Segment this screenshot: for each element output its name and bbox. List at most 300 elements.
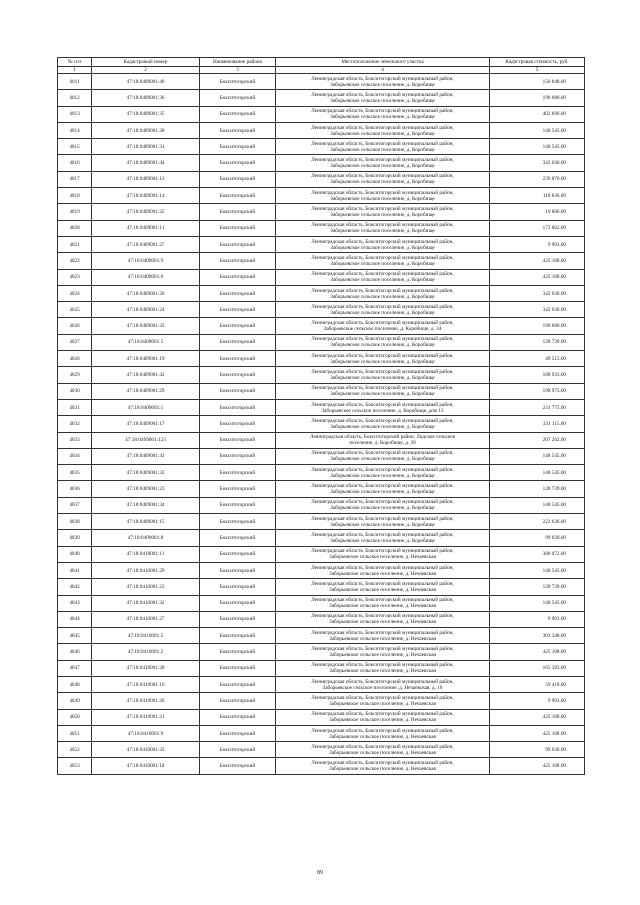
cadastral-number: 47:18:0409001:44 — [92, 155, 200, 171]
location-cell — [276, 448, 490, 464]
row-number: 4024 — [58, 285, 92, 301]
location-line-2: Заборьевское сельское поселение, д. Коробище — [330, 277, 435, 284]
cadastral-number: 47:18:0409001:17 — [92, 416, 200, 432]
district-name: Бокситогорский — [200, 188, 276, 204]
cadastral-value: 128 739.00 — [490, 334, 585, 350]
row-number: 4012 — [58, 90, 92, 106]
district-name: Бокситогорский — [200, 693, 276, 709]
cadastral-value: 99 030.00 — [490, 530, 585, 546]
location-line-2: Заборьевское сельское поселение, д. Коробище — [330, 146, 435, 153]
cadastral-number: 47:18:0409001:6 — [92, 269, 200, 285]
cadastral-number: 47:18:0410001:16 — [92, 676, 200, 692]
cadastral-number: 47:18:0410001:29 — [92, 562, 200, 578]
location-cell — [276, 579, 490, 595]
location-cell — [276, 220, 490, 236]
row-number: 4013 — [58, 106, 92, 122]
cadastral-number: 47:18:0409001:27 — [92, 236, 200, 252]
location-line-1: Ленинградская область, Бокситогорский муниципальный район, — [311, 531, 454, 538]
location-cell — [276, 497, 490, 513]
location-line-1: Ленинградская область, Бокситогорский муниципальный район, — [311, 352, 454, 359]
column-number: 5 — [490, 67, 585, 74]
location-cell — [276, 676, 490, 692]
district-name: Бокситогорский — [200, 758, 276, 774]
cadastral-number: 47:18:0409001:13 — [92, 171, 200, 187]
location-line-2: Заборьевское сельское поселение, д. Коробище — [330, 163, 435, 170]
location-line-1: Ленинградская область, Бокситогорский муниципальный район, — [311, 662, 454, 669]
table-row — [58, 448, 585, 464]
row-number: 4045 — [58, 628, 92, 644]
cadastral-number: 47:18:0409001:8 — [92, 530, 200, 546]
location-line-2: Заборьевское сельское поселение, д. Коробище, дом 13 — [321, 407, 444, 414]
cadastral-value: 148 545.00 — [490, 595, 585, 611]
cadastral-value: 342 030.00 — [490, 155, 585, 171]
district-name: Бокситогорский — [200, 106, 276, 122]
cadastral-value: 425 108.00 — [490, 644, 585, 660]
location-cell — [276, 481, 490, 497]
location-line-1: Ленинградская область, Бокситогорский муниципальный район, — [311, 271, 454, 278]
row-number: 4011 — [58, 74, 92, 90]
district-name: Бокситогорский — [200, 399, 276, 415]
row-number: 4050 — [58, 709, 92, 725]
table-row — [58, 188, 585, 204]
cadastral-number: 47:18:0409001:28 — [92, 122, 200, 138]
location-line-1: Ленинградская область, Бокситогорский муниципальный район, — [311, 548, 454, 555]
location-line-2: Заборьевское сельское поселение, д. Коробище — [330, 179, 435, 186]
document-sheet — [57, 57, 584, 775]
district-name: Бокситогорский — [200, 660, 276, 676]
district-name: Бокситогорский — [200, 628, 276, 644]
location-cell — [276, 725, 490, 741]
location-line-1: Ленинградская область, Бокситогорский муниципальный район, — [311, 711, 454, 718]
location-line-1: Ленинградская область, Бокситогорский муниципальный район, — [311, 189, 454, 196]
location-line-1: Ленинградская область, Бокситогорский муниципальный район, — [311, 368, 454, 375]
location-cell — [276, 74, 490, 90]
location-line-2: Заборьевское сельское поселение, д. Нечаевская — [329, 586, 436, 593]
cadastral-number: 47:18:0409001:11 — [92, 220, 200, 236]
cadastral-number: 47:18:0409001:5 — [92, 334, 200, 350]
row-number: 4051 — [58, 725, 92, 741]
location-line-1: Ленинградская область, Бокситогорский муниципальный район, — [311, 320, 454, 327]
location-line-2: Заборьевское сельское поселение, д. Коробище — [330, 309, 435, 316]
row-number: 4031 — [58, 399, 92, 415]
cadastral-value: 231 775.00 — [490, 399, 585, 415]
location-line-2: Заборьевское сельское поселение, д. Коробище — [330, 212, 435, 219]
location-cell — [276, 562, 490, 578]
row-number: 4014 — [58, 122, 92, 138]
location-line-2: Заборьевское сельское поселение, д. Коробище — [330, 195, 435, 202]
cadastral-value: 173 862.00 — [490, 220, 585, 236]
row-number: 4026 — [58, 318, 92, 334]
row-number: 4042 — [58, 579, 92, 595]
cadastral-number: 47:18:0409001:42 — [92, 367, 200, 383]
district-name: Бокситогорский — [200, 139, 276, 155]
location-line-1: Ленинградская область, Бокситогорский муниципальный район, — [311, 694, 454, 701]
header-district-name: Наименование района — [200, 58, 276, 67]
location-line-1: Ленинградская область, Бокситогорский муниципальный район, — [311, 483, 454, 490]
header-cadastral-value: Кадастровая стоимость, руб. — [490, 58, 585, 67]
location-cell — [276, 644, 490, 660]
cadastral-value: 148 545.00 — [490, 465, 585, 481]
table-body — [58, 74, 585, 775]
table-row — [58, 693, 585, 709]
location-cell — [276, 90, 490, 106]
location-cell — [276, 171, 490, 187]
table-row — [58, 74, 585, 90]
location-line-1: Ленинградская область, Бокситогорский муниципальный район, — [311, 140, 454, 147]
table-row — [58, 562, 585, 578]
cadastral-number: 47:18:0409001:14 — [92, 188, 200, 204]
district-name: Бокситогорский — [200, 416, 276, 432]
location-line-2: Заборьевское сельское поселение, д. Коробище — [330, 260, 435, 267]
cadastral-number: 47:18:0409001:15 — [92, 514, 200, 530]
location-line-1: Ленинградская область, Бокситогорский муниципальный район, — [311, 629, 454, 636]
location-line-1: Ленинградская область, Бокситогорский муниципальный район, — [311, 287, 454, 294]
cadastral-value: 380 072.00 — [490, 546, 585, 562]
cadastral-value: 303 348.00 — [490, 628, 585, 644]
location-cell — [276, 399, 490, 415]
location-line-2: Заборьевское сельское поселение, д. Коробище — [330, 244, 435, 251]
cadastral-number: 47:18:0409001:23 — [92, 481, 200, 497]
location-line-2: Заборьевское сельское поселение, д. Коробище — [330, 228, 435, 235]
location-cell — [276, 465, 490, 481]
cadastral-value: 425 108.00 — [490, 725, 585, 741]
row-number: 4029 — [58, 367, 92, 383]
cadastral-value: 425 108.00 — [490, 269, 585, 285]
location-line-1: Ленинградская область, Бокситогорский муниципальный район, — [311, 222, 454, 229]
location-line-2: Заборьевское сельское поселение, д. Коробище — [330, 472, 435, 479]
location-cell — [276, 106, 490, 122]
cadastral-number: 47:18:0409001:24 — [92, 302, 200, 318]
cadastral-value: 331 115.00 — [490, 416, 585, 432]
location-cell — [276, 367, 490, 383]
district-name: Бокситогорский — [200, 367, 276, 383]
location-cell — [276, 693, 490, 709]
table-row — [58, 367, 585, 383]
cadastral-number: 47:18:0409001:1 — [92, 399, 200, 415]
cadastral-number: 47:18:0409001:40 — [92, 74, 200, 90]
row-number: 4025 — [58, 302, 92, 318]
cadastral-number: 47:18:0409001:9 — [92, 253, 200, 269]
district-name: Бокситогорский — [200, 122, 276, 138]
cadastral-number: 47:18:0410001:23 — [92, 579, 200, 595]
location-line-2: Заборьевское сельское поселение, д. Коробище — [330, 374, 435, 381]
location-line-2: Заборьевское сельское поселение, д. Нечаевская — [329, 749, 436, 756]
location-line-1: Ленинградская область, Бокситогорский муниципальный район, — [311, 760, 454, 767]
location-line-2: Заборьевское сельское поселение, д. Коробище — [330, 489, 435, 496]
row-number: 4040 — [58, 546, 92, 562]
cadastral-number: 47:18:0409001:19 — [92, 351, 200, 367]
row-number: 4048 — [58, 676, 92, 692]
location-line-1: Ленинградская область, Бокситогорский муниципальный район, — [311, 580, 454, 587]
location-cell — [276, 758, 490, 774]
location-line-1: Ленинградская область, Бокситогорский муниципальный район, — [311, 173, 454, 180]
table-row — [58, 351, 585, 367]
row-number: 4047 — [58, 660, 92, 676]
district-name: Бокситогорский — [200, 155, 276, 171]
column-number-row — [58, 67, 585, 74]
location-line-1: Ленинградская область, Бокситогорский муниципальный район, — [311, 597, 454, 604]
row-number: 4052 — [58, 742, 92, 758]
location-cell — [276, 546, 490, 562]
table-row — [58, 497, 585, 513]
location-line-1: Ленинградская область, Бокситогорский муниципальный район, — [311, 466, 454, 473]
location-cell — [276, 595, 490, 611]
location-cell — [276, 432, 490, 448]
location-cell — [276, 318, 490, 334]
location-line-2: Заборьевское сельское поселение, д. Коробище — [330, 293, 435, 300]
location-line-2: Заборьевское сельское поселение, д. Нечаевская — [329, 603, 436, 610]
location-cell — [276, 351, 490, 367]
district-name: Бокситогорский — [200, 448, 276, 464]
table-row — [58, 253, 585, 269]
location-cell — [276, 188, 490, 204]
row-number: 4018 — [58, 188, 92, 204]
table-row — [58, 595, 585, 611]
location-line-1: Ленинградская область, Бокситогорский муниципальный район, — [311, 206, 454, 213]
table-row — [58, 579, 585, 595]
location-cell — [276, 628, 490, 644]
location-cell — [276, 742, 490, 758]
cadastral-value: 59 418.00 — [490, 676, 585, 692]
cadastral-value: 99 030.00 — [490, 742, 585, 758]
row-number: 4046 — [58, 644, 92, 660]
location-line-1: Ленинградская область, Бокситогорский муниципальный район, — [311, 254, 454, 261]
row-number: 4020 — [58, 220, 92, 236]
location-line-1: Ленинградская область, Бокситогорский муниципальный район, — [311, 401, 454, 408]
location-cell — [276, 122, 490, 138]
row-number: 4043 — [58, 595, 92, 611]
cadastral-number: 47:18:0410001:2 — [92, 644, 200, 660]
cadastral-value: 190 680.00 — [490, 318, 585, 334]
location-cell — [276, 236, 490, 252]
cadastral-number: 47:18:0410001:18 — [92, 758, 200, 774]
district-name: Бокситогорский — [200, 481, 276, 497]
cadastral-number: 47:18:0410001:32 — [92, 595, 200, 611]
district-name: Бокситогорский — [200, 285, 276, 301]
cadastral-value: 223 636.00 — [490, 514, 585, 530]
district-name: Бокситогорский — [200, 497, 276, 513]
district-name: Бокситогорский — [200, 579, 276, 595]
row-number: 4033 — [58, 432, 92, 448]
cadastral-number: 47:18:0409001:29 — [92, 383, 200, 399]
table-row — [58, 611, 585, 627]
district-name: Бокситогорский — [200, 676, 276, 692]
location-line-2: Заборьевское сельское поселение, д. Нечаевская — [329, 700, 436, 707]
location-cell — [276, 155, 490, 171]
cadastral-value: 9 903.00 — [490, 236, 585, 252]
table-row — [58, 628, 585, 644]
row-number: 4038 — [58, 514, 92, 530]
cadastral-value: 342 030.00 — [490, 302, 585, 318]
header-cadastral-number: Кадастровый номер — [92, 58, 200, 67]
table-row — [58, 302, 585, 318]
table-row — [58, 530, 585, 546]
district-name: Бокситогорский — [200, 595, 276, 611]
location-line-1: Ленинградская область, Бокситогорский район, Лидское сельское — [309, 434, 456, 441]
location-cell — [276, 334, 490, 350]
cadastral-number: 47:18:0410001:27 — [92, 611, 200, 627]
table-header-row — [58, 58, 585, 67]
row-number: 4016 — [58, 155, 92, 171]
district-name: Бокситогорский — [200, 318, 276, 334]
cadastral-number: 47:18:0409001:35 — [92, 106, 200, 122]
table-row — [58, 204, 585, 220]
cadastral-value: 148 545.00 — [490, 562, 585, 578]
cadastral-value: 190 680.00 — [490, 90, 585, 106]
row-number: 4053 — [58, 758, 92, 774]
location-line-2: Заборьевское сельское поселение, д. Нечаевская — [329, 668, 436, 675]
row-number: 4032 — [58, 416, 92, 432]
row-number: 4039 — [58, 530, 92, 546]
table-row — [58, 644, 585, 660]
location-cell — [276, 302, 490, 318]
row-number: 4030 — [58, 383, 92, 399]
location-line-2: поселение, д. Коробище, д. 30 — [349, 440, 416, 447]
cadastral-number: 47:18:0409001:34 — [92, 497, 200, 513]
cadastral-number: 47:18:0409001:31 — [92, 139, 200, 155]
district-name: Бокситогорский — [200, 383, 276, 399]
location-line-2: Заборьевское сельское поселение, д. Нечаевская — [329, 766, 436, 773]
location-cell — [276, 660, 490, 676]
location-line-1: Ленинградская область, Бокситогорский муниципальный район, — [311, 336, 454, 343]
location-line-2: Заборьевское сельское поселение, д. Коробище — [330, 97, 435, 104]
table-row — [58, 334, 585, 350]
location-line-1: Ленинградская область, Бокситогорский муниципальный район, — [311, 564, 454, 571]
cadastral-number: 47:18:0409001:123 — [92, 432, 200, 448]
location-line-1: Ленинградская область, Бокситогорский муниципальный район, — [311, 124, 454, 131]
row-number: 4027 — [58, 334, 92, 350]
location-line-2: Заборьевское сельское поселение, д. Коробище — [330, 81, 435, 88]
row-number: 4037 — [58, 497, 92, 513]
cadastral-value: 108 933.00 — [490, 367, 585, 383]
district-name: Бокситогорский — [200, 530, 276, 546]
cadastral-value: 9 903.00 — [490, 611, 585, 627]
row-number: 4022 — [58, 253, 92, 269]
location-line-1: Ленинградская область, Бокситогорский муниципальный район, — [311, 385, 454, 392]
cadastral-value: 148 545.00 — [490, 139, 585, 155]
table-row — [58, 465, 585, 481]
table-row — [58, 758, 585, 774]
location-line-1: Ленинградская область, Бокситогорский муниципальный район, — [311, 515, 454, 522]
location-cell — [276, 285, 490, 301]
column-number: 4 — [276, 67, 490, 74]
location-cell — [276, 514, 490, 530]
table-row — [58, 383, 585, 399]
location-cell — [276, 139, 490, 155]
table-row — [58, 122, 585, 138]
table-row — [58, 399, 585, 415]
location-line-2: Заборьевское сельское поселение, д. Нечаевская — [329, 717, 436, 724]
district-name: Бокситогорский — [200, 432, 276, 448]
district-name: Бокситогорский — [200, 302, 276, 318]
row-number: 4036 — [58, 481, 92, 497]
location-line-2: Заборьевское сельское поселение, д. Нечаевская — [329, 619, 436, 626]
district-name: Бокситогорский — [200, 269, 276, 285]
cadastral-number: 47:18:0410001:11 — [92, 546, 200, 562]
table-row — [58, 236, 585, 252]
table-row — [58, 416, 585, 432]
column-number: 2 — [92, 67, 200, 74]
table-row — [58, 742, 585, 758]
location-line-2: Заборьевское сельское поселение, д. Нечаевская, д. 10 — [322, 684, 443, 691]
district-name: Бокситогорский — [200, 204, 276, 220]
table-row — [58, 171, 585, 187]
location-line-1: Ленинградская область, Бокситогорский муниципальный район, — [311, 499, 454, 506]
location-line-2: Заборьевское сельское поселение, д. Коробище — [330, 130, 435, 137]
location-line-1: Ленинградская область, Бокситогорский муниципальный район, — [311, 613, 454, 620]
table-row — [58, 725, 585, 741]
cadastral-value: 9 903.00 — [490, 693, 585, 709]
cadastral-value: 207 262.00 — [490, 432, 585, 448]
row-number: 4019 — [58, 204, 92, 220]
table-row — [58, 660, 585, 676]
location-line-2: Заборьевское сельское поселение, д. Коробище — [330, 342, 435, 349]
location-cell — [276, 416, 490, 432]
location-cell — [276, 530, 490, 546]
row-number: 4028 — [58, 351, 92, 367]
table-row — [58, 155, 585, 171]
location-cell — [276, 253, 490, 269]
location-line-2: Заборьевское сельское поселение, д. Нечаевская — [329, 570, 436, 577]
row-number: 4023 — [58, 269, 92, 285]
cadastral-value: 49 515.00 — [490, 351, 585, 367]
cadastral-value: 425 108.00 — [490, 253, 585, 269]
table-row — [58, 481, 585, 497]
page-number: 89 — [317, 870, 323, 876]
district-name: Бокситогорский — [200, 253, 276, 269]
location-line-1: Ленинградская область, Бокситогорский муниципальный район, — [311, 75, 454, 82]
district-name: Бокситогорский — [200, 334, 276, 350]
district-name: Бокситогорский — [200, 611, 276, 627]
location-line-2: Заборьевское сельское поселение, д. Нечаевская — [329, 652, 436, 659]
location-line-1: Ленинградская область, Бокситогорский муниципальный район, — [311, 646, 454, 653]
table-row — [58, 546, 585, 562]
district-name: Бокситогорский — [200, 514, 276, 530]
location-cell — [276, 611, 490, 627]
cadastral-number: 47:18:0409001:36 — [92, 90, 200, 106]
district-name: Бокситогорский — [200, 351, 276, 367]
column-number: 1 — [58, 67, 92, 74]
location-line-1: Ленинградская область, Бокситогорский муниципальный район, — [311, 303, 454, 310]
location-line-2: Заборьевское сельское поселение, д. Коробище, д. 34 — [323, 326, 442, 333]
table-row — [58, 709, 585, 725]
location-line-2: Заборьевское сельское поселение, д. Коробище — [330, 505, 435, 512]
cadastral-value: 148 545.00 — [490, 122, 585, 138]
table-row — [58, 220, 585, 236]
district-name: Бокситогорский — [200, 546, 276, 562]
cadastral-value-table — [57, 57, 585, 775]
district-name: Бокситогорский — [200, 171, 276, 187]
location-line-1: Ленинградская область, Бокситогорский муниципальный район, — [311, 743, 454, 750]
row-number: 4021 — [58, 236, 92, 252]
location-line-2: Заборьевское сельское поселение, д. Нечаевская — [329, 733, 436, 740]
district-name: Бокситогорский — [200, 465, 276, 481]
table-row — [58, 90, 585, 106]
cadastral-value: 148 545.00 — [490, 448, 585, 464]
cadastral-number: 47:18:0409001:20 — [92, 285, 200, 301]
location-line-2: Заборьевское сельское поселение, д. Коробище — [330, 537, 435, 544]
cadastral-value: 425 108.00 — [490, 709, 585, 725]
row-number: 4041 — [58, 562, 92, 578]
location-line-1: Ленинградская область, Бокситогорский муниципальный район, — [311, 450, 454, 457]
location-line-1: Ленинградская область, Бокситогорский муниципальный район, — [311, 417, 454, 424]
district-name: Бокситогорский — [200, 220, 276, 236]
location-line-2: Заборьевское сельское поселение, д. Коробище — [330, 114, 435, 121]
district-name: Бокситогорский — [200, 236, 276, 252]
header-row-number: № п/п — [58, 58, 92, 67]
cadastral-number: 47:18:0410001:26 — [92, 693, 200, 709]
location-line-1: Ленинградская область, Бокситогорский муниципальный район, — [311, 727, 454, 734]
